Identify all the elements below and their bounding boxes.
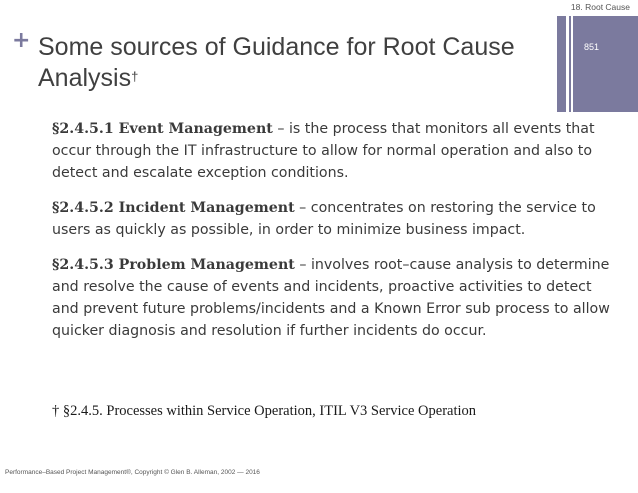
paragraph-event-management xyxy=(52,118,612,184)
paragraph-body: – concentrates on restoring the service to users as quickly as possible, in order to minimize business impact. xyxy=(52,200,596,238)
page-number: 851 xyxy=(584,42,600,52)
paragraph-heading: §2.4.5.1 Event Management xyxy=(52,121,273,137)
slide-title-text: Some sources of Guidance for Root Cause Analysis xyxy=(38,33,515,92)
title-dagger: † xyxy=(131,69,139,84)
paragraph-body: – is the process that monitors all events that occur through the IT infrastructure to allow for normal operation and also to detect and escalate exception conditions. xyxy=(52,121,595,181)
footnote: † §2.4.5. Processes within Service Operation, ITIL V3 Service Operation xyxy=(52,403,477,419)
plus-icon: + xyxy=(12,28,31,53)
slide-title xyxy=(38,32,550,94)
paragraph-incident-management xyxy=(52,197,612,241)
paragraph-heading: §2.4.5.3 Problem Management xyxy=(52,257,295,273)
copyright-footer: Performance–Based Project Management®, Copyright © Glen B. Alleman, 2002 — 2016 xyxy=(5,469,260,476)
paragraph-body: – involves root–cause analysis to determine and resolve the cause of events and incidents, proactive activities to detect and prevent future problems/incidents and a Known Error sub process to allow quicker diagnosis and resolution if further incidents do occur. xyxy=(52,257,610,339)
paragraph-problem-management xyxy=(52,254,612,342)
paragraph-heading: §2.4.5.2 Incident Management xyxy=(52,200,295,216)
page-number-box xyxy=(573,16,638,112)
section-label: 18. Root Cause xyxy=(570,2,630,12)
accent-line xyxy=(569,16,571,112)
accent-bar xyxy=(557,16,566,112)
slide-content xyxy=(52,118,612,355)
